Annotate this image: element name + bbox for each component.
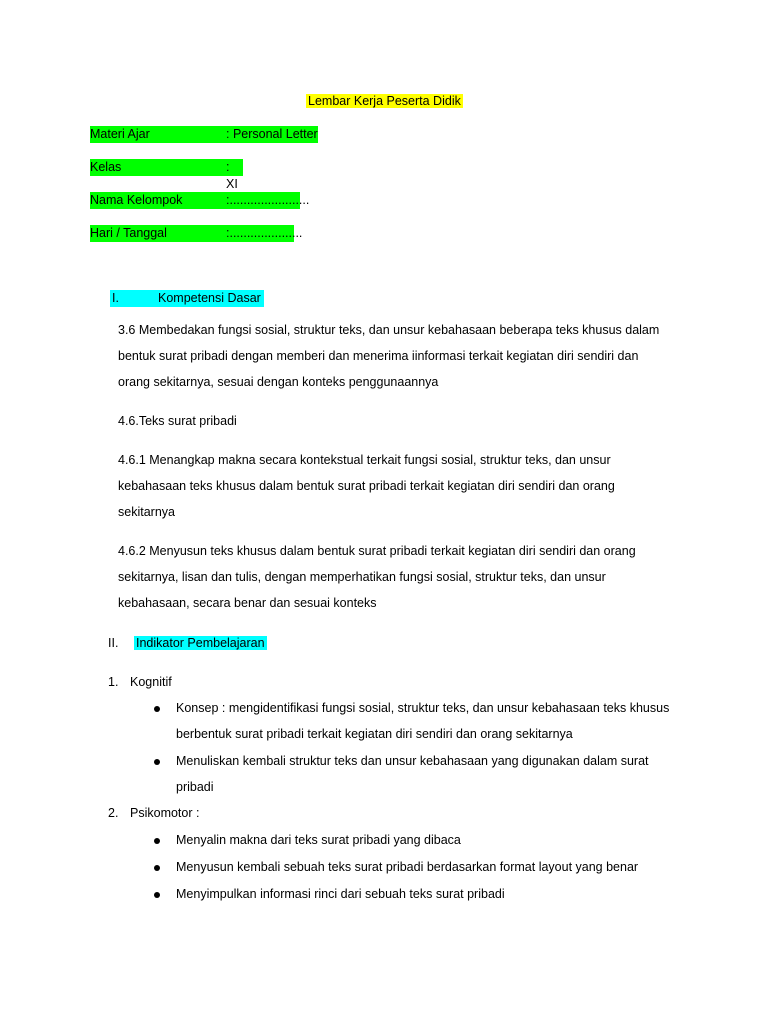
kognitif-bullet2-line-1: Menuliskan kembali struktur teks dan unsur kebahasaan yang digunakan dalam surat — [176, 754, 649, 768]
kd46-text: 4.6.Teks surat pribadi — [118, 414, 237, 428]
meta-kelompok-row — [90, 192, 310, 209]
bullet-icon — [154, 759, 160, 765]
section1-number: I. — [112, 291, 119, 305]
kd36-line-1: 3.6 Membedakan fungsi sosial, struktur teks, dan unsur kebahasaan beberapa teks khusus dalam — [118, 323, 660, 337]
psikomotor-bullet-1: Menyalin makna dari teks surat pribadi yang dibaca — [176, 833, 461, 847]
materi-value: : Personal Letter — [226, 127, 318, 141]
tanggal-value: :..................... — [226, 226, 303, 240]
kognitif-label: Kognitif — [130, 675, 172, 689]
meta-tanggal-row — [90, 225, 303, 242]
section2-title: Indikator Pembelajaran — [136, 636, 265, 650]
meta-materi-row — [90, 126, 318, 143]
kognitif-bullet1-line-1: Konsep : mengidentifikasi fungsi sosial, struktur teks, dan unsur kebahasaan teks khusus — [176, 701, 670, 715]
section2-number: II. — [108, 636, 119, 650]
tanggal-label: Hari / Tanggal — [90, 226, 167, 240]
section2-heading — [134, 635, 267, 652]
meta-kelas-row — [90, 159, 243, 191]
psikomotor-bullet-2: Menyusun kembali sebuah teks surat pribadi berdasarkan format layout yang benar — [176, 860, 639, 874]
bullet-icon — [154, 706, 160, 712]
psikomotor-bullet-3: Menyimpulkan informasi rinci dari sebuah teks surat pribadi — [176, 887, 505, 901]
kd36-line-2: bentuk surat pribadi dengan memberi dan menerima iinformasi terkait kegiatan diri sendiri dan — [118, 349, 639, 363]
kelompok-label: Nama Kelompok — [90, 193, 183, 207]
psikomotor-number: 2. — [108, 806, 119, 820]
kd461-line-3: sekitarnya — [118, 505, 175, 519]
psikomotor-label: Psikomotor : — [130, 806, 200, 820]
kd461-line-2: kebahasaan teks khusus dalam bentuk surat pribadi terkait kegiatan diri sendiri dan orang — [118, 479, 615, 493]
kd462-line-2: sekitarnya, lisan dan tulis, dengan memperhatikan fungsi sosial, struktur teks, dan unsur — [118, 570, 606, 584]
title-text: Lembar Kerja Peserta Didik — [308, 94, 461, 108]
worksheet-title — [306, 94, 463, 108]
kognitif-bullet1-line-2: berbentuk surat pribadi terkait kegiatan diri sendiri dan orang sekitarnya — [176, 727, 573, 741]
kognitif-number: 1. — [108, 675, 119, 689]
kd461-line-1: 4.6.1 Menangkap makna secara kontekstual terkait fungsi sosial, struktur teks, dan unsur — [118, 453, 611, 467]
kd462-line-1: 4.6.2 Menyusun teks khusus dalam bentuk surat pribadi terkait kegiatan diri sendiri dan orang — [118, 544, 636, 558]
bullet-icon — [154, 865, 160, 871]
bullet-icon — [154, 892, 160, 898]
kelompok-value: :....................... — [226, 193, 310, 207]
kd462-line-3: kebahasaan, secara benar dan sesuai konteks — [118, 596, 377, 610]
kognitif-bullet2-line-2: pribadi — [176, 780, 214, 794]
kelas-value: : XI — [226, 160, 238, 191]
kd36-line-3: orang sekitarnya, sesuai dengan konteks penggunaannya — [118, 375, 439, 389]
section1-heading — [110, 290, 264, 307]
section1-title: Kompetensi Dasar — [158, 291, 261, 305]
bullet-icon — [154, 838, 160, 844]
kelas-label: Kelas — [90, 160, 122, 174]
materi-label: Materi Ajar — [90, 127, 150, 141]
